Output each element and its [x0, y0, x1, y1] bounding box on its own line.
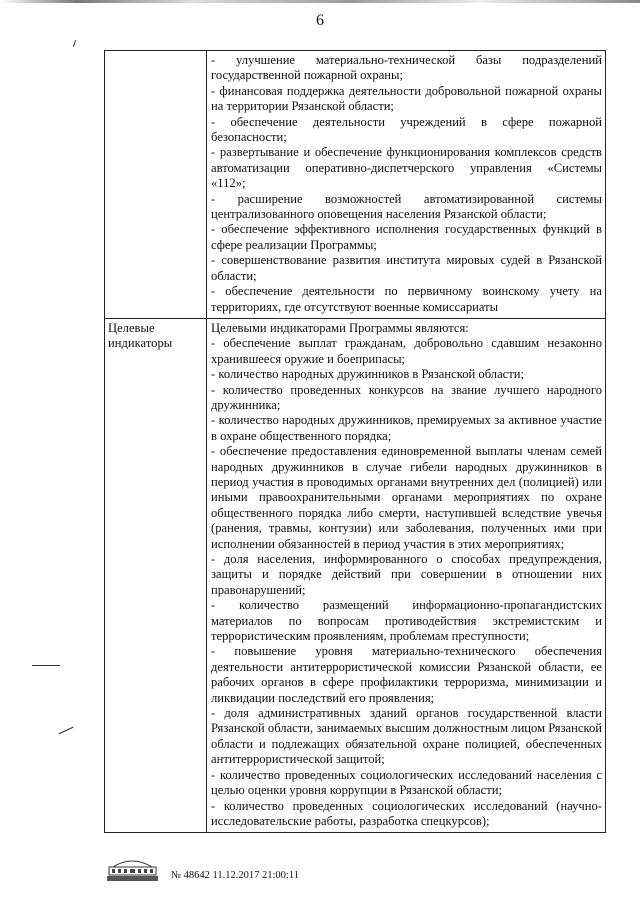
scan-top-edge — [0, 0, 640, 3]
list-item: - обеспечение эффективного исполнения государственных функций в сфере реализации Программы; — [211, 222, 602, 252]
document-footer — [105, 857, 405, 887]
table-row — [105, 318, 606, 832]
row-content — [207, 318, 606, 832]
program-passport-table — [104, 50, 606, 833]
list-item: - финансовая поддержка деятельности добровольной пожарной охраны на территории Рязанской области; — [211, 83, 602, 114]
registry-seal-icon — [105, 857, 160, 883]
list-item: - количество размещений информационно-пропагандистских материалов по вопросам противодействия экстремистским и террористическим проявлениям, проблемам преступности; — [211, 598, 602, 644]
list-item: - количество народных дружинников в Рязанской области; — [211, 367, 524, 382]
row-label — [105, 51, 207, 319]
margin-mark — [73, 40, 76, 47]
margin-mark — [32, 665, 60, 666]
list-item: - обеспечение выплат гражданам, добровольно сдавшим незаконно хранившееся оружие и боеприпасы; — [211, 336, 602, 366]
list-item: - обеспечение деятельности по первичному воинскому учету на территориях, где отсутствуют военные комиссариаты — [211, 284, 602, 314]
list-item: - количество проведенных социологических исследований населения с целью оценки уровня коррупции в Рязанской области; — [211, 767, 602, 798]
list-item: - улучшение материально-технической базы подразделений государственной пожарной охраны; — [211, 53, 602, 83]
row-content — [207, 51, 606, 319]
list-item: - обеспечение предоставления единовременной выплаты членам семей народных дружинников в случае гибели народных дружинников в период участия в проводимых органами внутренних дел (полицией) или иными правоохранительными органами мероприятиях по охране общественного порядка либо смерти, наступившей вследствие увечья (ранения, травмы, контузии) или заболевания, полученных ими при исполнении обязанностей в период участия в этих мероприятиях; — [211, 444, 602, 551]
list-item: - доля административных зданий органов государственной власти Рязанской области, занимаемых высшим должностным лицом Рязанской области и подлежащих обязательной охране полицией, обеспеченных антитеррористической защитой; — [211, 706, 602, 767]
table-row — [105, 51, 606, 319]
list-item: - количество проведенных социологических исследований (научно-исследовательские работы, разработка спецкурсов); — [211, 798, 602, 828]
list-item: - количество народных дружинников, премируемых за активное участие в охране общественного порядка; — [211, 413, 602, 443]
list-item: - расширение возможностей автоматизированной системы централизованного оповещения населения Рязанской области; — [211, 191, 602, 222]
list-item: - совершенствование развития института мировых судей в Рязанской области; — [211, 253, 602, 283]
page-number: 6 — [316, 12, 324, 29]
row-label: Целевые индикаторы — [105, 318, 207, 832]
list-item: - обеспечение деятельности учреждений в сфере пожарной безопасности; — [211, 114, 602, 145]
list-item: - развертывание и обеспечение функционирования комплексов средств автоматизации оперативно-диспетчерского управления «Системы «112»; — [211, 145, 602, 191]
list-item: - доля населения, информированного о способах предупреждения, защиты и порядке действий при совершении в отношении них правонарушений; — [211, 552, 602, 597]
list-item: - количество проведенных конкурсов на звание лучшего народного дружинника; — [211, 382, 602, 412]
list-item: - повышение уровня материально-технического обеспечения деятельности антитеррористической комиссии Рязанской области, ее рабочих органов в сфере профилактики терроризма, минимизации и ликвидации последствий его проявления; — [211, 644, 602, 705]
registration-stamp: № 48642 11.12.2017 21:00:11 — [171, 870, 299, 881]
list-item: Целевыми индикаторами Программы являются: — [211, 320, 469, 335]
margin-mark — [59, 727, 74, 735]
